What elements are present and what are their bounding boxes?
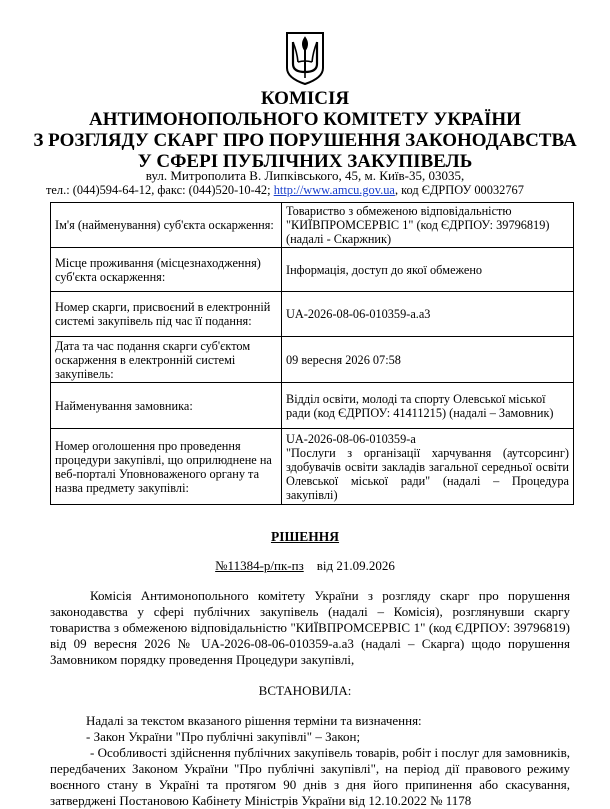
- decision-heading: РІШЕННЯ: [270, 529, 340, 544]
- table-row: [51, 337, 574, 383]
- title-line-2: АНТИМОНОПОЛЬНОГО КОМІТЕТУ УКРАЇНИ: [89, 109, 521, 130]
- row-label: Номер скарги, присвоєний в електронній системі закупівель під час її подання:: [51, 292, 282, 337]
- address-line: вул. Митрополита В. Липківського, 45, м. Київ-35, 03035,: [145, 168, 465, 183]
- table-row: [51, 429, 574, 505]
- decision-number: №11384-р/пк-пз: [215, 558, 304, 573]
- title-line-4: У СФЕРІ ПУБЛІЧНИХ ЗАКУПІВЕЛЬ: [137, 151, 473, 172]
- terms-intro: Надалі за текстом вказаного рішення терміни та визначення:: [86, 713, 422, 728]
- row-value: Інформація, доступ до якої обмежено: [282, 248, 574, 292]
- row-label: Дата та час подання скарги суб'єктом оскарження в електронній системі закупівель:: [51, 337, 282, 383]
- row-value: UA-2026-08-06-010359-a.a3: [282, 292, 574, 337]
- established-heading: ВСТАНОВИЛА:: [258, 683, 352, 698]
- row-value: 09 вересня 2026 07:58: [282, 337, 574, 383]
- row-label: Номер оголошення про проведення процедури закупівлі, що оприлюднене на веб-порталі Уповноваженого органу та назва предмету закупівлі:: [51, 429, 282, 505]
- title-line-3: З РОЗГЛЯДУ СКАРГ ПРО ПОРУШЕННЯ ЗАКОНОДАВСТВА: [33, 130, 577, 151]
- term-law: - Закон України "Про публічні закупівлі" – Закон;: [86, 729, 361, 744]
- table-row: [51, 292, 574, 337]
- phone-fax: тел.: (044)594-64-12, факс: (044)520-10-42;: [46, 183, 271, 197]
- edrpou-code: , код ЄДРПОУ 00032767: [394, 183, 524, 197]
- title-line-1: КОМІСІЯ: [260, 88, 350, 109]
- contacts-line: [46, 183, 570, 198]
- complaint-info-table: [50, 202, 574, 505]
- table-row: [51, 383, 574, 429]
- row-value: Товариство з обмеженою відповідальністю "КИЇВПРОМСЕРВІС 1" (код ЄДРПОУ: 39796819) (надалі - Скаржник): [282, 203, 574, 248]
- website-link[interactable]: http://www.amcu.gov.ua: [273, 183, 395, 197]
- procurement-id: UA-2026-08-06-010359-a: [286, 431, 416, 446]
- row-value: Відділ освіти, молоді та спорту Олевської міської ради (код ЄДРПОУ: 41411215) (надалі – Замовник): [282, 383, 574, 429]
- term-features: - Особливості здійснення публічних закупівель товарів, робіт і послуг для замовників, передбачених Законом України "Про публічні закупівлі", на період дії правового режиму воєнного стану в Україні та протягом 90 днів з дня його припинення або скасування, затверджені Постановою Кабінету Міністрів України від 12.10.2022 № 1178: [50, 745, 570, 808]
- decision-number-date: [0, 558, 610, 574]
- row-label: Ім'я (найменування) суб'єкта оскарження:: [51, 203, 282, 248]
- table-row: [51, 248, 574, 292]
- row-label: Місце проживання (місцезнаходження) суб'єкта оскарження:: [51, 248, 282, 292]
- procurement-subject: "Послуги з організації харчування (аутсорсинг) здобувачів освіти закладів загальної середньої освіти Олевської міської ради" (надалі – Процедура закупівлі): [286, 445, 569, 502]
- trident-emblem-icon: [284, 30, 326, 86]
- row-value: [282, 429, 574, 505]
- row-label: Найменування замовника:: [51, 383, 282, 429]
- intro-paragraph: Комісія Антимонопольного комітету України з розгляду скарг про порушення законодавства у сфері публічних закупівель (надалі – Комісія), розглянувши скаргу товариства з обмеженою відповідальністю "КИЇВПРОМСЕРВІС 1" (код ЄДРПОУ: 39796819) від 09 вересня 2026 № UA-2026-08-06-010359-a.a3 (надалі – Скарга) щодо порушення Замовником порядку проведення Процедури закупівлі,: [50, 588, 570, 667]
- table-row: [51, 203, 574, 248]
- decision-date: від 21.09.2026: [316, 558, 395, 573]
